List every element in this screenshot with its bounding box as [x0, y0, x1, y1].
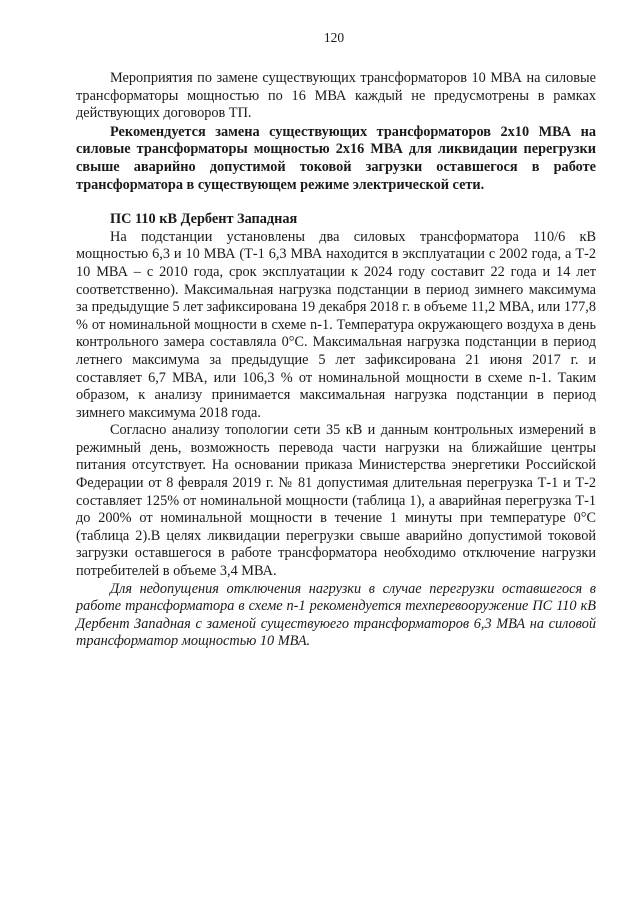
- paragraph-conclusion: Для недопущения отключения нагрузки в случае перегрузки оставшегося в работе трансформатора в схеме n-1 рекомендуется техперевооружение ПС 110 кВ Дербент Западная с заменой существуюего трансформаторов 6,3 МВА на силовой трансформатор мощностью 10 МВА.: [76, 580, 596, 650]
- paragraph-topology-analysis: Согласно анализу топологии сети 35 кВ и данным контрольных измерений в режимный день, возможность перевода части нагрузки на ближайшие центры питания отсутствует. На основании приказа Министерства энергетики Российской Федерации от 8 февраля 2019 г. № 81 допустимая длительная перегрузка Т-1 и Т-2 составляет 125% от номинальной мощности (таблица 1), а аварийная перегрузка Т-1 до 200% от номинальной мощности в течение 1 минуты при температуре 0°С (таблица 2).В целях ликвидации перегрузки свыше аварийно допустимой токовой загрузки оставшегося в работе трансформатора необходимо отключение нагрузки потребителей в объеме 3,4 МВА.: [76, 422, 596, 580]
- section-heading: ПС 110 кВ Дербент Западная: [110, 211, 298, 228]
- page-number: 120: [323, 30, 345, 45]
- paragraph-substation-description: На подстанции установлены два силовых трансформатора 110/6 кВ мощностью 6,3 и 10 МВА (Т-1 6,3 МВА находится в эксплуатации с 2002 года, а Т-2 10 МВА – с 2010 года, срок эксплуатации к 2024 году составит 22 года и 14 лет соответственно). Максимальная нагрузка подстанции в период зимнего максимума за предыдущие 5 лет зафиксирована 19 декабря 2018 г. в объеме 11,2 МВА, или 177,8 % от номинальной мощности в схеме n-1. Температура окружающего воздуха в день контрольного замера составляла 0°С. Максимальная нагрузка подстанции в период летнего максимума за предыдущие 5 лет зафиксирована 21 июня 2017 г. и составляет 6,7 МВА, или 106,3 % от номинальной мощности в схеме n-1. Таким образом, к анализу принимается максимальная нагрузка подстанции в период зимнего максимума 2018 года.: [76, 228, 596, 421]
- paragraph-tp-contracts: Мероприятия по замене существующих трансформаторов 10 МВА на силовые трансформаторы мощностью по 16 МВА каждый не предусмотрены в рамках действующих договоров ТП.: [76, 70, 596, 122]
- paragraph-recommendation: Рекомендуется замена существующих трансформаторов 2x10 МВА на силовые трансформаторы мощностью 2x16 МВА для ликвидации перегрузки свыше аварийно допустимой токовой загрузки оставшегося в работе трансформатора в существующем режиме электрической сети.: [76, 123, 596, 193]
